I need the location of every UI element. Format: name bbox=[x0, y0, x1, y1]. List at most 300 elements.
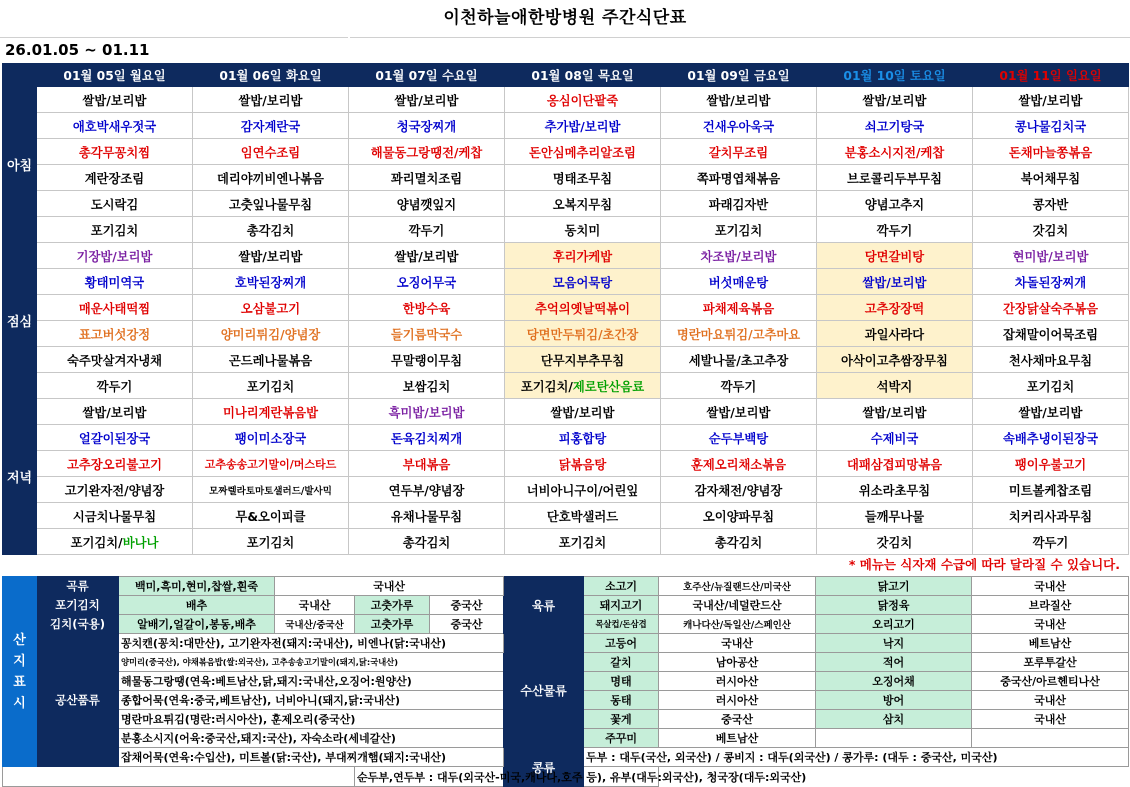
seafood-origin: 국내산 bbox=[972, 710, 1129, 729]
menu-cell bbox=[37, 503, 193, 529]
origin-row bbox=[3, 577, 1129, 596]
menu-cell bbox=[349, 347, 505, 373]
dish-name: 건새우아욱국 bbox=[702, 119, 775, 134]
menu-cell bbox=[37, 373, 193, 399]
seafood-origin: 남아공산 bbox=[659, 653, 816, 672]
dish-name: 쌀밥/보리밥 bbox=[1018, 405, 1083, 420]
menu-cell bbox=[817, 139, 973, 165]
dish-name: 깍두기 bbox=[408, 223, 445, 238]
menu-cell bbox=[817, 373, 973, 399]
dish-name: 당면갈비탕 bbox=[864, 249, 925, 264]
divider bbox=[350, 37, 1130, 38]
dish-name: 명란마요튀김/고추마요 bbox=[676, 327, 801, 342]
meat-name: 닭정육 bbox=[816, 596, 972, 615]
dish-name: 쇠고기탕국 bbox=[864, 119, 925, 134]
dish-name: 쌀밥/보리밥 bbox=[82, 93, 147, 108]
dish-name: 피홍합탕 bbox=[558, 431, 607, 446]
dish-name: 차조밥/보리밥 bbox=[700, 249, 777, 264]
menu-cell bbox=[193, 113, 349, 139]
dish-name: 보쌈김치 bbox=[402, 379, 451, 394]
dish-name: 고추장장떡 bbox=[864, 301, 925, 316]
menu-cell bbox=[349, 113, 505, 139]
meat-name: 돼지고기 bbox=[584, 596, 659, 615]
menu-cell bbox=[193, 139, 349, 165]
menu-cell bbox=[973, 399, 1129, 425]
seafood-name: 갈치 bbox=[584, 653, 659, 672]
dish-name: 감자채전/양념장 bbox=[694, 483, 783, 498]
dish-name: 단호박샐러드 bbox=[546, 509, 619, 524]
dish-name: 파채제육볶음 bbox=[702, 301, 775, 316]
menu-cell bbox=[193, 191, 349, 217]
processed-line: 잡채어묵(연육:수입산), 미트볼(닭:국산), 부대찌개햄(돼지:국내산) bbox=[119, 748, 504, 767]
dish-name: 데리야끼비엔나볶음 bbox=[217, 171, 324, 186]
menu-cell bbox=[817, 503, 973, 529]
menu-cell bbox=[817, 295, 973, 321]
dish-name: 쪽파명엽채볶음 bbox=[696, 171, 781, 186]
meat-origin: 호주산/뉴질랜드산/미국산 bbox=[659, 577, 816, 596]
divider bbox=[0, 37, 348, 38]
dish-name: 갓김치 bbox=[1032, 223, 1069, 238]
meat-name: 오리고기 bbox=[816, 615, 972, 634]
dish-name: 미트볼케찹조림 bbox=[1008, 483, 1093, 498]
menu-cell bbox=[193, 529, 349, 555]
menu-cell bbox=[37, 477, 193, 503]
kimchi-soup-label: 김치(국용) bbox=[37, 615, 119, 634]
menu-cell bbox=[193, 295, 349, 321]
menu-row bbox=[3, 295, 1129, 321]
dish-name: 고기완자전/양념장 bbox=[64, 483, 165, 498]
seafood-name: 오징어채 bbox=[816, 672, 972, 691]
dish-name: 한방수육 bbox=[402, 301, 451, 316]
header-corner bbox=[3, 64, 37, 87]
menu-row bbox=[3, 165, 1129, 191]
seafood-origin: 중국산/아르헨티나산 bbox=[972, 672, 1129, 691]
processed-line: 꽁치캔(꽁치:대만산), 고기완자전(돼지:국내산), 비엔나(닭:국내산) bbox=[119, 634, 504, 653]
menu-cell bbox=[661, 373, 817, 399]
dish-name: 모음어묵탕 bbox=[552, 275, 613, 290]
dish-name: 돈채마늘쫑볶음 bbox=[1008, 145, 1093, 160]
menu-cell bbox=[817, 529, 973, 555]
menu-cell bbox=[37, 529, 193, 555]
processed-line: 명란마요튀김(명란:러시아산), 훈제오리(중국산) bbox=[119, 710, 504, 729]
menu-cell bbox=[661, 529, 817, 555]
dish-name: 청국장찌개 bbox=[396, 119, 457, 134]
dish-name: 너비아니구이/어린잎 bbox=[526, 483, 639, 498]
dish-name: 돈안심메추리알조림 bbox=[529, 145, 636, 160]
menu-row bbox=[3, 113, 1129, 139]
menu-cell bbox=[817, 243, 973, 269]
dish-name: 쌀밥/보리밥 bbox=[82, 405, 147, 420]
kimchi-items: 알배기,얼갈이,봉동,배추 bbox=[119, 615, 275, 634]
menu-cell bbox=[661, 139, 817, 165]
dish-name: 콩자반 bbox=[1032, 197, 1069, 212]
menu-cell bbox=[349, 321, 505, 347]
menu-row bbox=[3, 139, 1129, 165]
menu-cell bbox=[973, 347, 1129, 373]
dish-name: 세발나물/초고추장 bbox=[688, 353, 789, 368]
menu-cell bbox=[349, 477, 505, 503]
menu-cell bbox=[349, 295, 505, 321]
menu-cell bbox=[973, 139, 1129, 165]
seafood-name: 명태 bbox=[584, 672, 659, 691]
menu-cell bbox=[973, 373, 1129, 399]
menu-cell bbox=[817, 477, 973, 503]
dish-name: 얼갈이된장국 bbox=[78, 431, 151, 446]
dish-name: 포기김치 bbox=[90, 223, 139, 238]
menu-cell bbox=[973, 295, 1129, 321]
menu-cell bbox=[505, 295, 661, 321]
menu-cell bbox=[193, 451, 349, 477]
menu-cell bbox=[37, 321, 193, 347]
dish-extra: 바나나 bbox=[122, 535, 159, 550]
menu-cell bbox=[505, 191, 661, 217]
dish-name: 임연수조림 bbox=[240, 145, 301, 160]
seafood-name: 고등어 bbox=[584, 634, 659, 653]
date-range: 26.01.05 ~ 01.11 bbox=[5, 41, 150, 59]
pepper: 고춧가루 bbox=[355, 596, 430, 615]
dish-name: 쌀밥/보리밥 bbox=[238, 93, 303, 108]
menu-cell bbox=[973, 269, 1129, 295]
dish-name: 포기김치 bbox=[714, 223, 763, 238]
menu-row bbox=[3, 269, 1129, 295]
menu-cell bbox=[349, 373, 505, 399]
menu-row bbox=[3, 399, 1129, 425]
menu-row bbox=[3, 191, 1129, 217]
origin-row bbox=[3, 767, 1129, 787]
menu-cell bbox=[193, 87, 349, 113]
dish-name: 호박된장찌개 bbox=[234, 275, 307, 290]
dish-name: 시금치나물무침 bbox=[72, 509, 157, 524]
menu-cell bbox=[37, 113, 193, 139]
menu-cell bbox=[505, 269, 661, 295]
processed-label: 공산품류 bbox=[37, 634, 119, 767]
bean-line: 두부 : 대두(국산, 외국산) / 콩비지 : 대두(외국산) / 콩가루: (대두 : 중국산, 미국산) bbox=[584, 748, 1129, 767]
kimchi-items-origin: 국내산/중국산 bbox=[275, 615, 355, 634]
dish-name: 들깨무나물 bbox=[864, 509, 925, 524]
dish-name: 양념고추지 bbox=[864, 197, 925, 212]
dish-name: 후리가케밥 bbox=[552, 249, 613, 264]
dish-name: 곤드레나물볶음 bbox=[228, 353, 313, 368]
dish-name: 모짜렐라토마토샐러드/발사믹 bbox=[209, 485, 332, 497]
meat-name: 목살컵/돈삼겹 bbox=[584, 615, 659, 634]
kimchi-label: 포기김치 bbox=[37, 596, 119, 615]
dish-name: 미나리계란볶음밥 bbox=[222, 405, 319, 420]
dish-name: 계란장조림 bbox=[84, 171, 145, 186]
meat-name: 소고기 bbox=[584, 577, 659, 596]
day-header: 01월 10일 토요일 bbox=[817, 64, 973, 87]
menu-cell bbox=[37, 165, 193, 191]
dish-name: 천사채마요무침 bbox=[1008, 353, 1093, 368]
menu-cell bbox=[193, 399, 349, 425]
menu-cell bbox=[973, 503, 1129, 529]
day-header-row bbox=[3, 64, 1129, 87]
menu-cell bbox=[349, 269, 505, 295]
dish-name: 표고버섯강정 bbox=[78, 327, 151, 342]
dish-name: 포기김치 bbox=[558, 535, 607, 550]
meat-label: 육류 bbox=[504, 577, 584, 634]
dish-name: 쌀밥/보리밥 bbox=[706, 405, 771, 420]
menu-cell bbox=[349, 165, 505, 191]
dish-name: 깍두기 bbox=[720, 379, 757, 394]
menu-cell bbox=[37, 87, 193, 113]
dish-name: 잡채말이어묵조림 bbox=[1002, 327, 1099, 342]
menu-cell bbox=[37, 191, 193, 217]
dish-name: 동치미 bbox=[564, 223, 601, 238]
menu-cell bbox=[973, 321, 1129, 347]
seafood-name: 낙지 bbox=[816, 634, 972, 653]
dish-name: 버섯매운탕 bbox=[708, 275, 769, 290]
cabbage-origin: 국내산 bbox=[275, 596, 355, 615]
dish-extra: 제로탄산음료 bbox=[572, 379, 645, 394]
menu-cell bbox=[505, 373, 661, 399]
bean-line: 순두부,연두부 : 대두(외국산-미국,캐나다,호주 등), 유부(대두:외국산), 청국장(대두:외국산) bbox=[355, 767, 659, 787]
menu-cell bbox=[661, 87, 817, 113]
dish-name: 무&오이피클 bbox=[235, 509, 306, 524]
menu-cell bbox=[973, 191, 1129, 217]
menu-cell bbox=[661, 451, 817, 477]
menu-cell bbox=[973, 477, 1129, 503]
dish-name: 간장닭살숙주볶음 bbox=[1002, 301, 1099, 316]
dish-name: 추억의옛날떡볶이 bbox=[534, 301, 631, 316]
menu-cell bbox=[349, 451, 505, 477]
menu-cell bbox=[661, 321, 817, 347]
meat-origin: 캐나다산/독일산/스페인산 bbox=[659, 615, 816, 634]
seafood-label: 수산물류 bbox=[504, 634, 584, 748]
menu-cell bbox=[661, 217, 817, 243]
dish-name: 깍두기 bbox=[876, 223, 913, 238]
menu-cell bbox=[817, 191, 973, 217]
menu-cell bbox=[505, 243, 661, 269]
menu-cell bbox=[37, 269, 193, 295]
menu-row bbox=[3, 321, 1129, 347]
meat-origin: 국내산 bbox=[972, 615, 1129, 634]
menu-cell bbox=[193, 373, 349, 399]
menu-row bbox=[3, 217, 1129, 243]
dish-name: 쌀밥/보리밥 bbox=[862, 93, 927, 108]
dish-name: 감자계란국 bbox=[240, 119, 301, 134]
menu-cell bbox=[973, 217, 1129, 243]
dish-name: 포기김치 bbox=[246, 535, 295, 550]
dish-name: 총각김치 bbox=[714, 535, 763, 550]
dish-name: 파래김자반 bbox=[708, 197, 769, 212]
menu-cell bbox=[661, 113, 817, 139]
dish-name: 총각무꽁치찜 bbox=[78, 145, 151, 160]
dish-name: 과일사라다 bbox=[864, 327, 925, 342]
dish-name: 분홍소시지전/케찹 bbox=[844, 145, 945, 160]
seafood-origin: 중국산 bbox=[659, 710, 816, 729]
dish-name: 기장밥/보리밥 bbox=[76, 249, 153, 264]
dish-name: 훈제오리채소볶음 bbox=[690, 457, 787, 472]
pepper2: 고춧가루 bbox=[355, 615, 430, 634]
menu-cell bbox=[505, 347, 661, 373]
processed-line: 양미리(중국산), 야채볶음밥(쌀:외국산), 고추송송고기말이(돼지,닭:국내산) bbox=[119, 653, 504, 672]
meat-origin: 브라질산 bbox=[972, 596, 1129, 615]
menu-cell bbox=[505, 425, 661, 451]
menu-cell bbox=[349, 191, 505, 217]
menu-cell bbox=[349, 243, 505, 269]
menu-cell bbox=[193, 165, 349, 191]
dish-name: 포기김치/ bbox=[520, 379, 573, 394]
menu-cell bbox=[37, 295, 193, 321]
menu-cell bbox=[349, 217, 505, 243]
menu-cell bbox=[661, 477, 817, 503]
menu-cell bbox=[505, 87, 661, 113]
dish-name: 흑미밥/보리밥 bbox=[388, 405, 465, 420]
seafood-origin: 러시아산 bbox=[659, 672, 816, 691]
menu-cell bbox=[661, 425, 817, 451]
dish-name: 쌀밥/보리밥 bbox=[550, 405, 615, 420]
day-header: 01월 09일 금요일 bbox=[661, 64, 817, 87]
menu-cell bbox=[37, 451, 193, 477]
menu-cell bbox=[505, 217, 661, 243]
day-header: 01월 11일 일요일 bbox=[973, 64, 1129, 87]
dish-name: 쌀밥/보리밥 bbox=[1018, 93, 1083, 108]
processed-line: 종합어묵(연육:중국,베트남산), 너비아니(돼지,닭:국내산) bbox=[119, 691, 504, 710]
seafood-name: 꽃게 bbox=[584, 710, 659, 729]
menu-cell bbox=[37, 243, 193, 269]
menu-cell bbox=[661, 399, 817, 425]
day-header: 01월 07일 수요일 bbox=[349, 64, 505, 87]
seafood-name: 방어 bbox=[816, 691, 972, 710]
menu-row bbox=[3, 425, 1129, 451]
dish-name: 오삼불고기 bbox=[240, 301, 301, 316]
dish-name: 닭볶음탕 bbox=[558, 457, 607, 472]
menu-cell bbox=[193, 269, 349, 295]
seafood-origin bbox=[972, 729, 1129, 748]
dish-name: 오이양파무침 bbox=[702, 509, 775, 524]
dish-name: 현미밥/보리밥 bbox=[1012, 249, 1089, 264]
menu-cell bbox=[505, 399, 661, 425]
dish-name: 쌀밥/보리밥 bbox=[862, 275, 927, 290]
dish-name: 수제비국 bbox=[870, 431, 919, 446]
dish-name: 추가밥/보리밥 bbox=[544, 119, 621, 134]
dish-name: 고추송송고기말이/머스타드 bbox=[204, 457, 337, 471]
dish-name: 석박지 bbox=[876, 379, 913, 394]
origin-row bbox=[3, 634, 1129, 653]
menu-cell bbox=[973, 529, 1129, 555]
dish-name: 포기김치 bbox=[246, 379, 295, 394]
dish-name: 양미리튀김/양념장 bbox=[220, 327, 321, 342]
menu-cell bbox=[505, 477, 661, 503]
dish-name: 쌀밥/보리밥 bbox=[238, 249, 303, 264]
dish-name: 갈치무조림 bbox=[708, 145, 769, 160]
pepper-origin: 중국산 bbox=[430, 596, 504, 615]
dish-name: 쌀밥/보리밥 bbox=[862, 405, 927, 420]
dish-name: 깍두기 bbox=[96, 379, 133, 394]
meat-origin: 국내산 bbox=[972, 577, 1129, 596]
dish-name: 고춧잎나물무침 bbox=[228, 197, 313, 212]
seafood-origin: 포루투갈산 bbox=[972, 653, 1129, 672]
meal-label: 아침 bbox=[3, 87, 37, 243]
menu-row bbox=[3, 243, 1129, 269]
dish-name: 연두부/양념장 bbox=[388, 483, 465, 498]
seafood-name: 삼치 bbox=[816, 710, 972, 729]
menu-notice: * 메뉴는 식자재 수급에 따라 달라질 수 있습니다. bbox=[848, 557, 1120, 572]
seafood-name: 적어 bbox=[816, 653, 972, 672]
day-header: 01월 08일 목요일 bbox=[505, 64, 661, 87]
dish-name: 오복지무침 bbox=[552, 197, 613, 212]
dish-name: 애호박새우젓국 bbox=[72, 119, 157, 134]
menu-cell bbox=[973, 243, 1129, 269]
menu-cell bbox=[349, 529, 505, 555]
menu-cell bbox=[817, 425, 973, 451]
menu-cell bbox=[37, 425, 193, 451]
dish-name: 쌀밥/보리밥 bbox=[394, 93, 459, 108]
dish-name: 쌀밥/보리밥 bbox=[394, 249, 459, 264]
pepper2-origin: 중국산 bbox=[430, 615, 504, 634]
dish-name: 단무지부추무침 bbox=[540, 353, 625, 368]
menu-cell bbox=[661, 295, 817, 321]
dish-name: 치커리사과무침 bbox=[1008, 509, 1093, 524]
menu-cell bbox=[817, 399, 973, 425]
dish-name: 오징어무국 bbox=[396, 275, 457, 290]
dish-name: 해물동그랑땡전/케찹 bbox=[370, 145, 483, 160]
menu-cell bbox=[817, 347, 973, 373]
menu-cell bbox=[193, 425, 349, 451]
seafood-name: 주꾸미 bbox=[584, 729, 659, 748]
dish-name: 쌀밥/보리밥 bbox=[706, 93, 771, 108]
menu-cell bbox=[505, 165, 661, 191]
dish-name: 도시락김 bbox=[90, 197, 139, 212]
seafood-name bbox=[816, 729, 972, 748]
dish-name: 유채나물무침 bbox=[390, 509, 463, 524]
seafood-origin: 국내산 bbox=[659, 634, 816, 653]
menu-cell bbox=[505, 113, 661, 139]
dish-name: 위소라초무침 bbox=[858, 483, 931, 498]
menu-cell bbox=[661, 165, 817, 191]
menu-cell bbox=[661, 269, 817, 295]
dish-name: 북어채무침 bbox=[1020, 171, 1081, 186]
menu-cell bbox=[37, 347, 193, 373]
menu-cell bbox=[349, 139, 505, 165]
meal-label: 점심 bbox=[3, 243, 37, 399]
menu-cell bbox=[193, 243, 349, 269]
menu-cell bbox=[193, 347, 349, 373]
menu-row bbox=[3, 477, 1129, 503]
menu-row bbox=[3, 503, 1129, 529]
menu-cell bbox=[193, 321, 349, 347]
dish-name: 부대볶음 bbox=[402, 457, 451, 472]
menu-cell bbox=[505, 139, 661, 165]
menu-cell bbox=[661, 243, 817, 269]
processed-line-spacer bbox=[3, 767, 355, 787]
menu-cell bbox=[193, 477, 349, 503]
menu-cell bbox=[817, 269, 973, 295]
dish-name: 명태조무침 bbox=[552, 171, 613, 186]
origin-row bbox=[3, 748, 1129, 767]
menu-cell bbox=[349, 399, 505, 425]
origin-side-label bbox=[3, 577, 37, 767]
dish-name: 숙주맛살겨자냉채 bbox=[66, 353, 163, 368]
menu-cell bbox=[349, 503, 505, 529]
dish-name: 차돌된장찌개 bbox=[1014, 275, 1087, 290]
dish-name: 아삭이고추쌈장무침 bbox=[841, 353, 948, 368]
dish-name: 팽이우불고기 bbox=[1014, 457, 1087, 472]
grain-label: 곡류 bbox=[37, 577, 119, 596]
menu-cell bbox=[349, 425, 505, 451]
menu-cell bbox=[37, 399, 193, 425]
menu-cell bbox=[973, 165, 1129, 191]
dish-name: 포기김치/ bbox=[70, 535, 123, 550]
menu-cell bbox=[505, 503, 661, 529]
origin-side-text: 산지표시 bbox=[13, 632, 26, 711]
menu-cell bbox=[505, 321, 661, 347]
seafood-origin: 베트남산 bbox=[659, 729, 816, 748]
day-header: 01월 05일 월요일 bbox=[37, 64, 193, 87]
menu-row bbox=[3, 347, 1129, 373]
menu-row bbox=[3, 373, 1129, 399]
dish-name: 옹심이단팥죽 bbox=[546, 93, 619, 108]
